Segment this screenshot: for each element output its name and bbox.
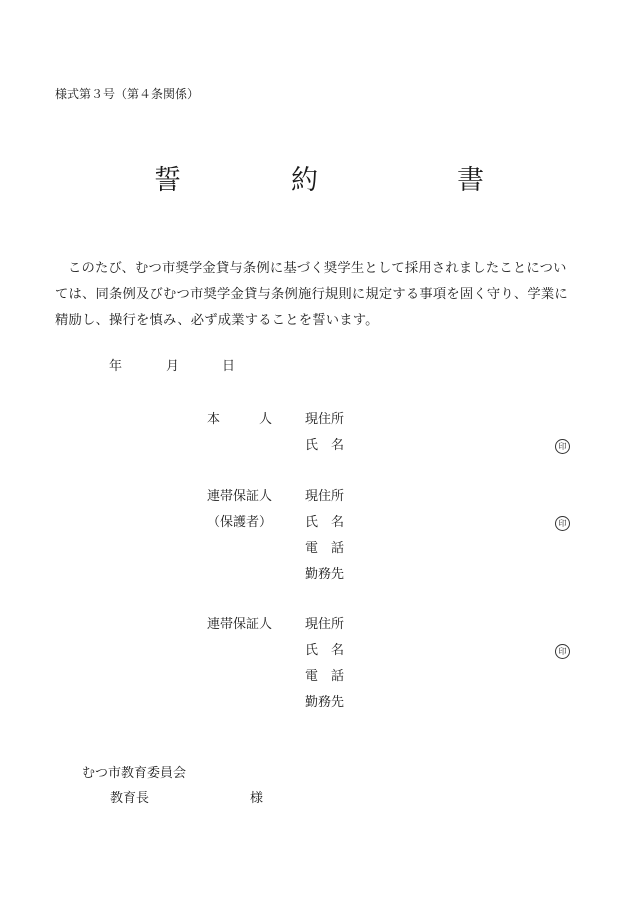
title-char-3: 書	[457, 165, 484, 196]
guarantor1-address-label: 現住所	[305, 489, 345, 504]
body-line-2: ては、同条例及びむつ市奨学金貸与条例施行規則に規定する事項を固く守り、学業に	[55, 287, 568, 302]
date-year-label: 年	[109, 359, 123, 374]
principal-address-label: 現住所	[305, 412, 345, 427]
body-line-1: このたび、むつ市奨学金貸与条例に基づく奨学生として採用されましたことについ	[68, 261, 567, 276]
date-day-label: 日	[222, 359, 236, 374]
guarantor2-name-label: 氏 名	[305, 643, 345, 658]
title-char-1: 誓	[154, 165, 181, 196]
guarantor1-workplace-label: 勤務先	[305, 567, 345, 582]
guarantor1-name-label: 氏 名	[305, 515, 345, 530]
form-number-label: 様式第３号（第４条関係）	[55, 87, 200, 101]
guarantor1-role-label: 連帯保証人	[207, 489, 273, 504]
guarantor1-seal-mark: 印	[555, 516, 570, 531]
guarantor2-role-label: 連帯保証人	[207, 617, 273, 632]
principal-role-label: 本 人	[207, 412, 273, 427]
principal-name-label: 氏 名	[305, 438, 345, 453]
guarantor1-phone-label: 電 話	[305, 541, 345, 556]
guarantor2-workplace-label: 勤務先	[305, 695, 345, 710]
guarantor1-role-note: （保護者）	[207, 515, 273, 530]
addressee-honorific: 様	[250, 791, 264, 806]
date-month-label: 月	[166, 359, 180, 374]
guarantor2-seal-mark: 印	[555, 644, 570, 659]
guarantor2-address-label: 現住所	[305, 617, 345, 632]
guarantor2-phone-label: 電 話	[305, 669, 345, 684]
addressee-title: 教育長	[110, 791, 150, 806]
addressee-organization: むつ市教育委員会	[82, 766, 187, 781]
principal-seal-mark: 印	[555, 439, 570, 454]
title-char-2: 約	[291, 165, 318, 196]
body-line-3: 精励し、操行を慎み、必ず成業することを誓います。	[55, 313, 379, 328]
